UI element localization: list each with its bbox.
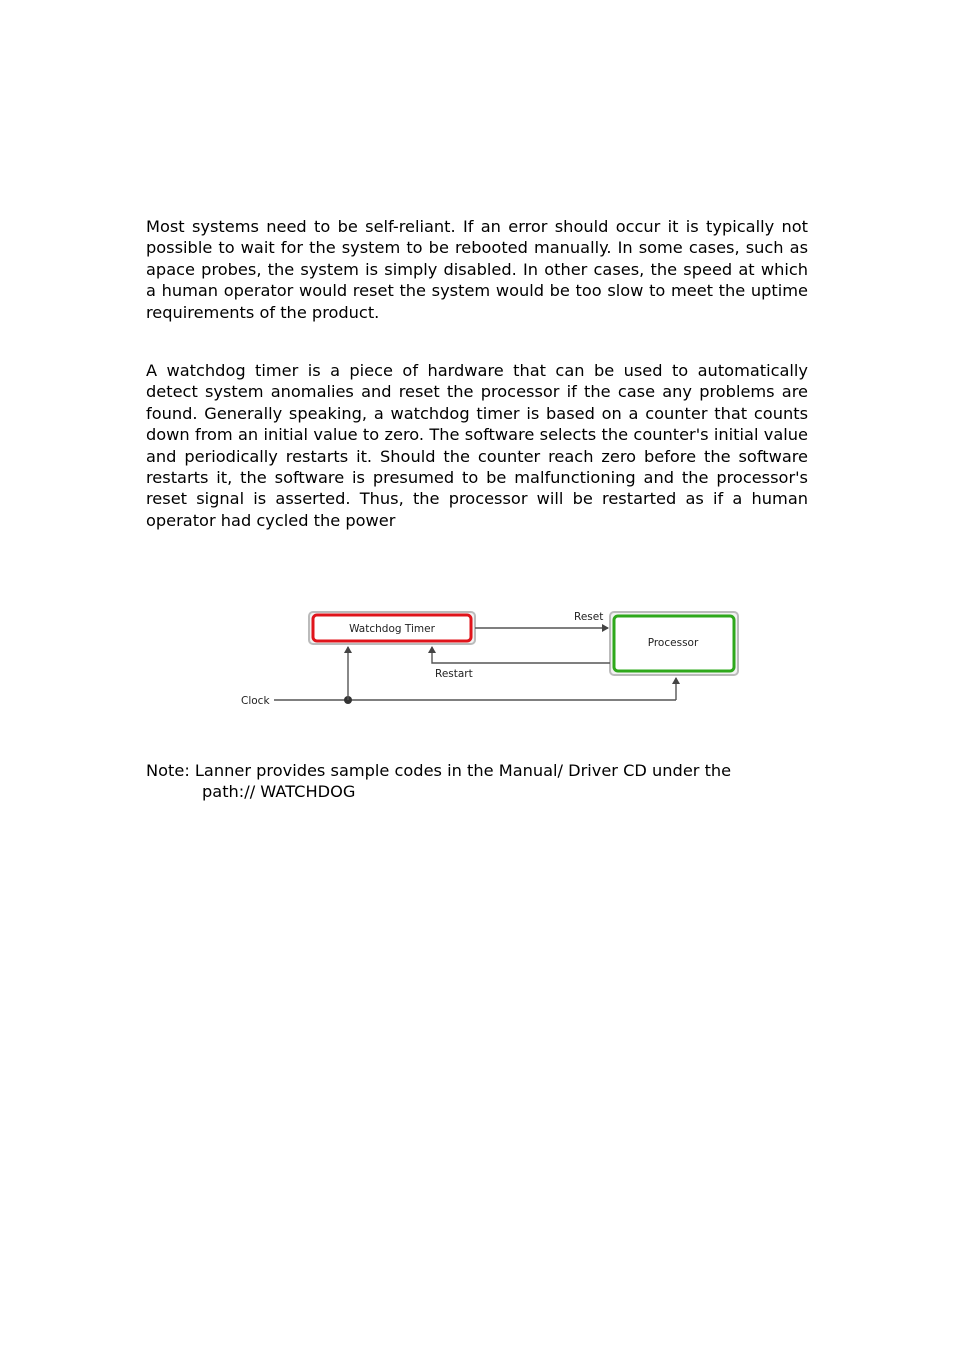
paragraph-watchdog-definition: A watchdog timer is a piece of hardware that can be used to automatically detect system anomalies and reset the processor if the case any problems are found. Generally speaking, a watchdog timer is based on a counter that counts down from an initial value to zero. The software selects the counter's initial value and periodically restarts it. Should the counter reach zero before the software restarts it, the software is presumed to be malfunctioning and the processor's reset signal is asserted. Thus, the processor will be restarted as if a human operator had cycled the power — [146, 361, 808, 530]
processor-label: Processor — [647, 637, 699, 649]
watchdog-diagram — [230, 600, 750, 715]
note-line-2: path:// WATCHDOG — [202, 782, 356, 802]
restart-label: Restart — [435, 668, 473, 680]
watchdog-timer-label: Watchdog Timer — [349, 623, 435, 635]
clock-label: Clock — [241, 695, 270, 707]
paragraph-self-reliance: Most systems need to be self-reliant. If an error should occur it is typically not possible to wait for the system to be rebooted manually. In some cases, such as apace probes, the system is simply disabled. In other cases, the speed at which a human operator would reset the system would be too slow to meet the uptime requirements of the product. — [146, 217, 808, 322]
note-line-1: Note: Lanner provides sample codes in the Manual/ Driver CD under the — [146, 761, 732, 780]
watchdog-timer-box — [309, 612, 475, 644]
restart-arrow — [432, 647, 610, 663]
processor-box — [610, 612, 738, 675]
reset-label: Reset — [574, 611, 604, 623]
note — [146, 760, 826, 803]
